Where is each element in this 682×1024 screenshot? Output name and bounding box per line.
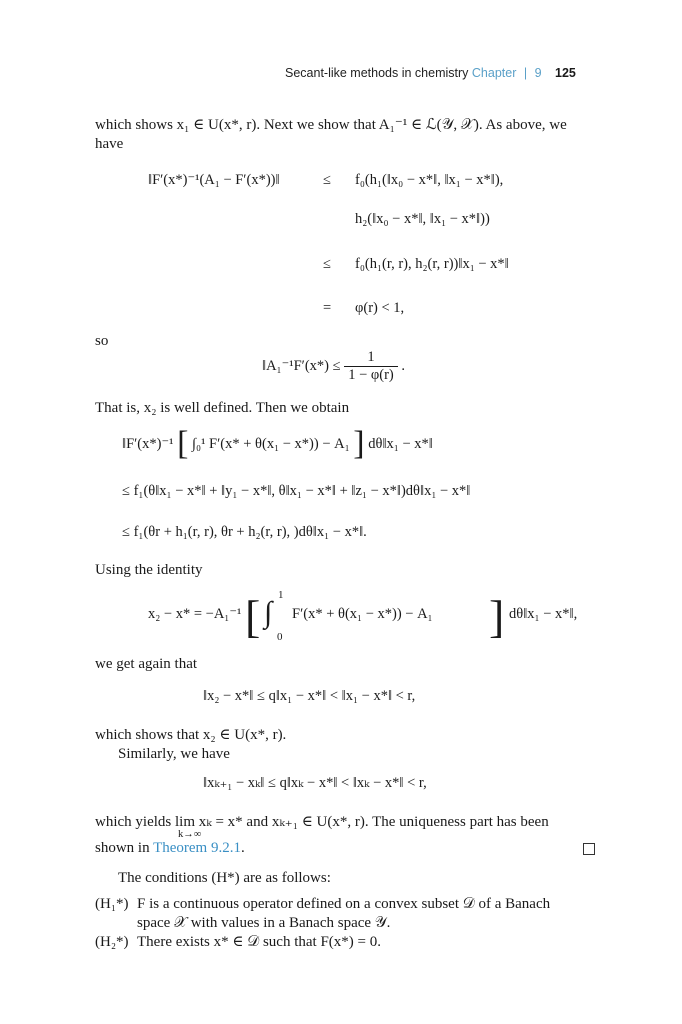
eq1-relation-1: ≤	[323, 172, 331, 188]
right-bracket: ]	[353, 425, 365, 462]
eq2	[262, 349, 405, 384]
eq4-tail: dθ‖x₁ − x*‖,	[509, 606, 578, 622]
eq4-lower-limit: 0	[277, 631, 283, 643]
eq1-relation-3: =	[323, 300, 332, 316]
paragraph-7-line-2	[95, 838, 245, 858]
eq3-line-1-a: ‖F′(x*)⁻¹	[122, 436, 174, 452]
paragraph-6: Similarly, we have	[118, 746, 230, 762]
page-number: 125	[555, 66, 576, 80]
condition-2-line-1: There exists x* ∈ 𝒟 such that F(x*) = 0.	[137, 934, 381, 950]
eq2-lhs: ‖A₁⁻¹F′(x*) ≤	[262, 358, 341, 374]
eq1-rhs-1b: h₂(‖x₀ − x*‖, ‖x₁ − x*‖))	[355, 211, 490, 227]
eq4-left-bracket: [	[245, 591, 261, 642]
eq2-denominator: 1 − φ(r)	[348, 367, 394, 383]
qed-square-icon	[583, 843, 595, 855]
paragraph-5: which shows that x₂ ∈ U(x*, r).	[95, 727, 287, 743]
paragraph-7-prefix: shown in	[95, 840, 154, 856]
running-head-chapter: Chapter	[471, 66, 517, 80]
eq3-line-1	[122, 427, 433, 461]
eq3-line-1-b: ∫₀¹ F′(x* + θ(x₁ − x*)) − A₁	[192, 436, 350, 452]
eq4-integral-sign: ∫	[264, 596, 273, 629]
eq1-rhs-3: φ(r) < 1,	[355, 300, 405, 316]
eq2-numerator: 1	[344, 349, 398, 367]
running-head-separator: |	[523, 66, 528, 80]
running-head-title: Secant-like methods in chemistry	[285, 66, 469, 80]
paragraph-7-line-1: which yields lim xₖ = x* and xₖ₊₁ ∈ U(x*, r). The uniqueness part has been	[95, 814, 549, 830]
eq1-lhs: ‖F′(x*)⁻¹(A₁ − F′(x*))‖	[148, 172, 280, 188]
eq3-line-1-c: dθ‖x₁ − x*‖	[368, 436, 433, 452]
running-head-chapter-number: 9	[534, 66, 542, 80]
eq2-fraction	[344, 349, 398, 384]
eq4-lhs: x₂ − x* = −A₁⁻¹	[148, 606, 242, 622]
paragraph-2: That is, x₂ is well defined. Then we obtain	[95, 400, 350, 416]
limit-subscript: k→∞	[178, 829, 202, 840]
eq1-relation-2: ≤	[323, 256, 331, 272]
condition-1-line-2: space 𝒳 with values in a Banach space 𝒴.	[137, 915, 391, 931]
eq3-line-2: ≤ f₁(θ‖x₁ − x*‖ + ‖y₁ − x*‖, θ‖x₁ − x*‖ + ‖z₁ − x*‖)dθ‖x₁ − x*‖	[122, 483, 471, 499]
eq5: ‖x₂ − x*‖ ≤ q‖x₁ − x*‖ < ‖x₁ − x*‖ < r,	[203, 688, 416, 704]
running-head	[285, 66, 576, 80]
theorem-link[interactable]: Theorem 9.2.1	[153, 840, 241, 856]
condition-2-label: (H₂*)	[95, 934, 129, 950]
paragraph-1-line-1: which shows x₁ ∈ U(x*, r). Next we show that A₁⁻¹ ∈ ℒ(𝒴, 𝒳). As above, we	[95, 117, 567, 133]
eq1-rhs-2: f₀(h₁(r, r), h₂(r, r))‖x₁ − x*‖	[355, 256, 509, 272]
eq4-integrand: F′(x* + θ(x₁ − x*)) − A₁	[292, 606, 433, 622]
left-bracket: [	[177, 425, 189, 462]
paragraph-3: Using the identity	[95, 562, 203, 578]
eq6: ‖xₖ₊₁ − xₖ‖ ≤ q‖xₖ − x*‖ < ‖xₖ − x*‖ < r,	[203, 775, 427, 791]
condition-1-line-1: F is a continuous operator defined on a convex subset 𝒟 of a Banach	[137, 896, 551, 912]
paragraph-4: we get again that	[95, 656, 198, 672]
paragraph-8: The conditions (H*) are as follows:	[118, 870, 331, 886]
paragraph-1-line-2: have	[95, 136, 124, 152]
condition-1-label: (H₁*)	[95, 896, 129, 912]
eq4-upper-limit: 1	[278, 589, 284, 601]
eq4-right-bracket: ]	[489, 591, 505, 642]
paragraph-7-suffix: .	[240, 840, 245, 856]
eq1-rhs-1: f₀(h₁(‖x₀ − x*‖, ‖x₁ − x*‖),	[355, 172, 504, 188]
eq2-end: .	[401, 358, 405, 374]
eq3-line-3: ≤ f₁(θr + h₁(r, r), θr + h₂(r, r), )dθ‖x₁ − x*‖.	[122, 524, 367, 540]
word-so: so	[95, 333, 109, 349]
